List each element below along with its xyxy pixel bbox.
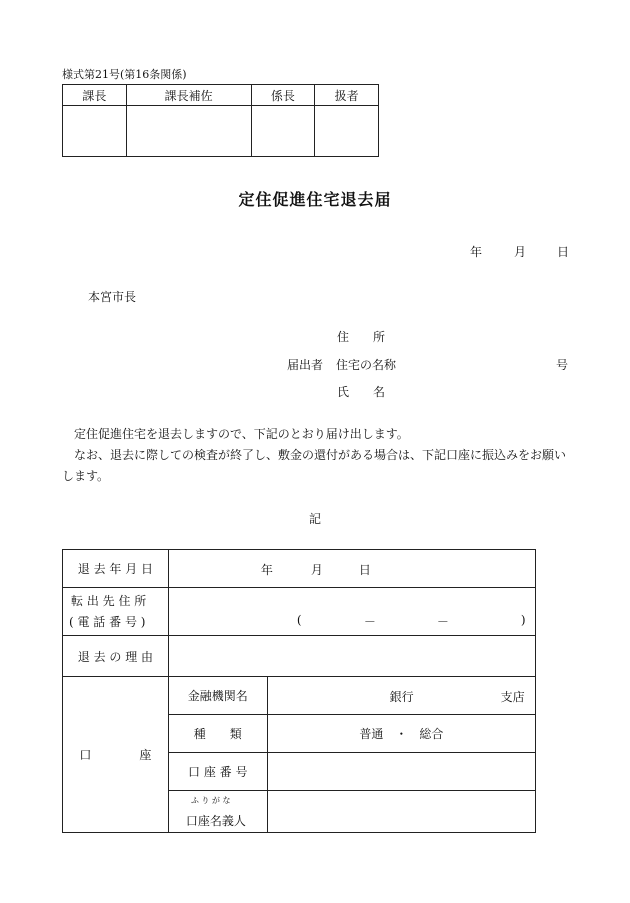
phone-label: ( 電 話 番 号 ) <box>69 615 146 629</box>
account-type-options[interactable]: 普通 ・ 総合 <box>267 715 535 753</box>
room-suffix: 号 <box>556 358 569 372</box>
page-title: 定住促進住宅退去届 <box>238 190 392 209</box>
new-address-label: 転 出 先 住 所 <box>71 594 147 608</box>
approval-header-chief: 課長 <box>63 85 127 106</box>
phone-dash-2: － <box>436 615 449 629</box>
approval-stamp-box[interactable] <box>63 106 127 157</box>
move-out-date-field[interactable] <box>168 550 535 588</box>
furigana-label: ふ り が な <box>190 796 231 805</box>
phone-dash-1: － <box>363 615 376 629</box>
bank-suffix: 銀行 <box>389 690 414 704</box>
new-address-field[interactable] <box>168 588 535 636</box>
move-out-day: 日 <box>358 563 371 577</box>
body-paragraph-1: 定住促進住宅を退去しますので、下記のとおり届け出します。 <box>74 427 409 441</box>
approval-header-handler: 扱者 <box>315 85 379 106</box>
approval-stamp-box[interactable] <box>126 106 251 157</box>
bank-name-field[interactable] <box>267 677 535 715</box>
holder-label-cell <box>168 791 267 833</box>
phone-open-paren: ( <box>296 613 302 627</box>
move-out-date-label: 退 去 年 月 日 <box>63 550 169 588</box>
addressee: 本宮市長 <box>88 290 137 304</box>
account-number-field[interactable] <box>267 753 535 791</box>
move-out-month: 月 <box>310 563 323 577</box>
account-holder-field[interactable] <box>267 791 535 833</box>
account-type-label: 種 類 <box>168 715 267 753</box>
move-out-year: 年 <box>260 563 273 577</box>
detail-table <box>62 549 536 833</box>
bank-name-label: 金融機関名 <box>168 677 267 715</box>
ki-heading: 記 <box>308 512 321 526</box>
phone-close-paren: ) <box>520 613 526 627</box>
account-holder-label: 口座名義人 <box>185 814 246 828</box>
new-address-label-cell <box>63 588 169 636</box>
branch-suffix: 支店 <box>500 690 525 704</box>
approval-stamp-box[interactable] <box>251 106 315 157</box>
address-label: 住 所 <box>337 330 386 344</box>
account-label: 口 座 <box>63 677 169 833</box>
date-month: 月 <box>514 245 527 259</box>
name-label: 氏 名 <box>337 385 386 399</box>
reason-label: 退 去 の 理 由 <box>63 636 169 677</box>
form-number: 様式第21号(第16条関係) <box>62 68 187 81</box>
account-number-label: 口 座 番 号 <box>168 753 267 791</box>
date-year: 年 <box>470 245 483 259</box>
approval-table <box>62 84 379 157</box>
approval-header-deputy: 課長補佐 <box>126 85 251 106</box>
approval-stamp-box[interactable] <box>315 106 379 157</box>
approval-header-section: 係長 <box>251 85 315 106</box>
reason-field[interactable] <box>168 636 535 677</box>
date-day: 日 <box>557 245 570 259</box>
housing-name-label: 住宅の名称 <box>336 358 397 372</box>
body-paragraph-2: なお、退去に際しての検査が終了し、敷金の還付がある場合は、下記口座に振込みをお願いします。 <box>62 448 567 483</box>
applicant-label: 届出者 <box>287 358 324 372</box>
